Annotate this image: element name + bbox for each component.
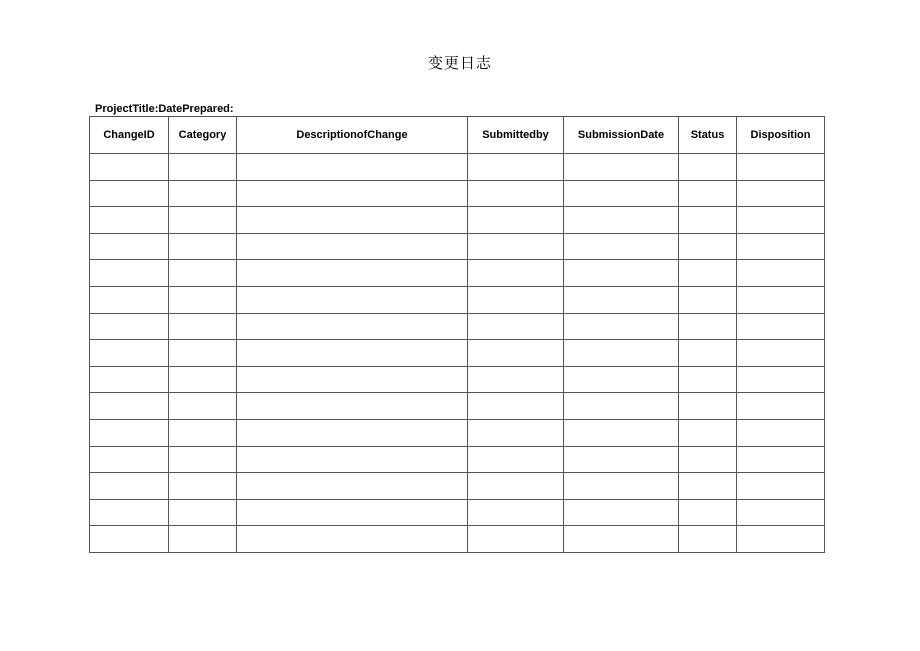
table-cell-status <box>679 260 737 287</box>
table-cell-description <box>237 260 468 287</box>
table-cell-disposition <box>737 286 825 313</box>
table-cell-description <box>237 340 468 367</box>
table-cell-change-id <box>90 340 169 367</box>
table-cell-status <box>679 499 737 526</box>
table-cell-change-id <box>90 154 169 181</box>
table-row <box>90 180 825 207</box>
table-cell-submission-date <box>564 286 679 313</box>
table-cell-change-id <box>90 366 169 393</box>
table-cell-category <box>169 286 237 313</box>
table-cell-status <box>679 233 737 260</box>
table-cell-submitted-by <box>468 180 564 207</box>
table-cell-change-id <box>90 313 169 340</box>
table-cell-category <box>169 340 237 367</box>
table-cell-submission-date <box>564 366 679 393</box>
table-cell-status <box>679 419 737 446</box>
table-cell-submitted-by <box>468 286 564 313</box>
table-cell-category <box>169 313 237 340</box>
table-cell-submission-date <box>564 154 679 181</box>
table-cell-description <box>237 154 468 181</box>
table-cell-category <box>169 526 237 553</box>
table-cell-submission-date <box>564 526 679 553</box>
table-cell-submission-date <box>564 499 679 526</box>
table-cell-disposition <box>737 473 825 500</box>
table-cell-change-id <box>90 419 169 446</box>
table-row <box>90 286 825 313</box>
table-cell-category <box>169 473 237 500</box>
table-cell-submission-date <box>564 313 679 340</box>
table-row <box>90 526 825 553</box>
table-cell-submission-date <box>564 180 679 207</box>
table-cell-status <box>679 286 737 313</box>
table-cell-submission-date <box>564 260 679 287</box>
table-cell-submitted-by <box>468 233 564 260</box>
table-cell-submitted-by <box>468 419 564 446</box>
table-row <box>90 446 825 473</box>
table-cell-change-id <box>90 233 169 260</box>
table-cell-change-id <box>90 260 169 287</box>
table-cell-change-id <box>90 180 169 207</box>
column-header-category: Category <box>169 117 237 154</box>
table-cell-submitted-by <box>468 366 564 393</box>
table-row <box>90 340 825 367</box>
column-header-status: Status <box>679 117 737 154</box>
table-cell-submitted-by <box>468 154 564 181</box>
column-header-submitted-by: Submittedby <box>468 117 564 154</box>
table-cell-change-id <box>90 499 169 526</box>
table-cell-description <box>237 526 468 553</box>
table-cell-submitted-by <box>468 207 564 234</box>
column-header-description: DescriptionofChange <box>237 117 468 154</box>
table-cell-description <box>237 286 468 313</box>
table-cell-category <box>169 260 237 287</box>
table-cell-submitted-by <box>468 526 564 553</box>
table-cell-description <box>237 393 468 420</box>
change-log-table <box>89 116 825 553</box>
table-row <box>90 393 825 420</box>
table-cell-disposition <box>737 154 825 181</box>
table-cell-disposition <box>737 366 825 393</box>
table-cell-status <box>679 473 737 500</box>
table-cell-description <box>237 419 468 446</box>
table-cell-change-id <box>90 286 169 313</box>
table-cell-status <box>679 340 737 367</box>
table-cell-disposition <box>737 233 825 260</box>
table-cell-description <box>237 366 468 393</box>
table-cell-category <box>169 366 237 393</box>
table-cell-submission-date <box>564 393 679 420</box>
table-cell-disposition <box>737 313 825 340</box>
table-cell-status <box>679 154 737 181</box>
column-header-disposition: Disposition <box>737 117 825 154</box>
table-cell-disposition <box>737 180 825 207</box>
table-cell-disposition <box>737 419 825 446</box>
table-cell-disposition <box>737 260 825 287</box>
table-cell-submission-date <box>564 207 679 234</box>
table-row <box>90 207 825 234</box>
column-header-change-id: ChangeID <box>90 117 169 154</box>
table-cell-description <box>237 313 468 340</box>
table-cell-status <box>679 393 737 420</box>
document-title: 变更日志 <box>427 54 492 72</box>
table-cell-change-id <box>90 393 169 420</box>
table-cell-submission-date <box>564 446 679 473</box>
table-cell-category <box>169 393 237 420</box>
table-cell-description <box>237 499 468 526</box>
table-cell-category <box>169 207 237 234</box>
table-cell-submitted-by <box>468 313 564 340</box>
table-cell-submission-date <box>564 473 679 500</box>
table-body <box>90 154 825 553</box>
table-cell-description <box>237 180 468 207</box>
table-cell-category <box>169 419 237 446</box>
column-header-submission-date: SubmissionDate <box>564 117 679 154</box>
table-cell-submission-date <box>564 233 679 260</box>
table-cell-status <box>679 180 737 207</box>
table-row <box>90 260 825 287</box>
table-cell-submitted-by <box>468 260 564 287</box>
table-row <box>90 499 825 526</box>
table-cell-status <box>679 526 737 553</box>
table-cell-description <box>237 233 468 260</box>
table-row <box>90 154 825 181</box>
table-cell-status <box>679 446 737 473</box>
project-meta-line: ProjectTitle:DatePrepared: <box>95 103 234 115</box>
table-cell-category <box>169 180 237 207</box>
table-cell-category <box>169 233 237 260</box>
table-cell-change-id <box>90 526 169 553</box>
table-cell-status <box>679 366 737 393</box>
table-cell-change-id <box>90 446 169 473</box>
table-cell-disposition <box>737 393 825 420</box>
table-cell-category <box>169 446 237 473</box>
table-row <box>90 366 825 393</box>
table-cell-description <box>237 207 468 234</box>
table-cell-status <box>679 207 737 234</box>
table-cell-submitted-by <box>468 393 564 420</box>
table-cell-disposition <box>737 526 825 553</box>
table-row <box>90 419 825 446</box>
table-cell-category <box>169 154 237 181</box>
table-cell-disposition <box>737 340 825 367</box>
table-cell-submission-date <box>564 419 679 446</box>
table-cell-change-id <box>90 473 169 500</box>
table-row <box>90 313 825 340</box>
table-cell-disposition <box>737 446 825 473</box>
table-row <box>90 473 825 500</box>
table-header-row <box>90 117 825 154</box>
table-cell-disposition <box>737 499 825 526</box>
table-cell-submitted-by <box>468 499 564 526</box>
table-cell-category <box>169 499 237 526</box>
table-row <box>90 233 825 260</box>
table-cell-submitted-by <box>468 473 564 500</box>
table-cell-submitted-by <box>468 446 564 473</box>
table-cell-status <box>679 313 737 340</box>
table-cell-submitted-by <box>468 340 564 367</box>
table-cell-disposition <box>737 207 825 234</box>
table-cell-description <box>237 446 468 473</box>
table-cell-submission-date <box>564 340 679 367</box>
table-cell-description <box>237 473 468 500</box>
table-cell-change-id <box>90 207 169 234</box>
